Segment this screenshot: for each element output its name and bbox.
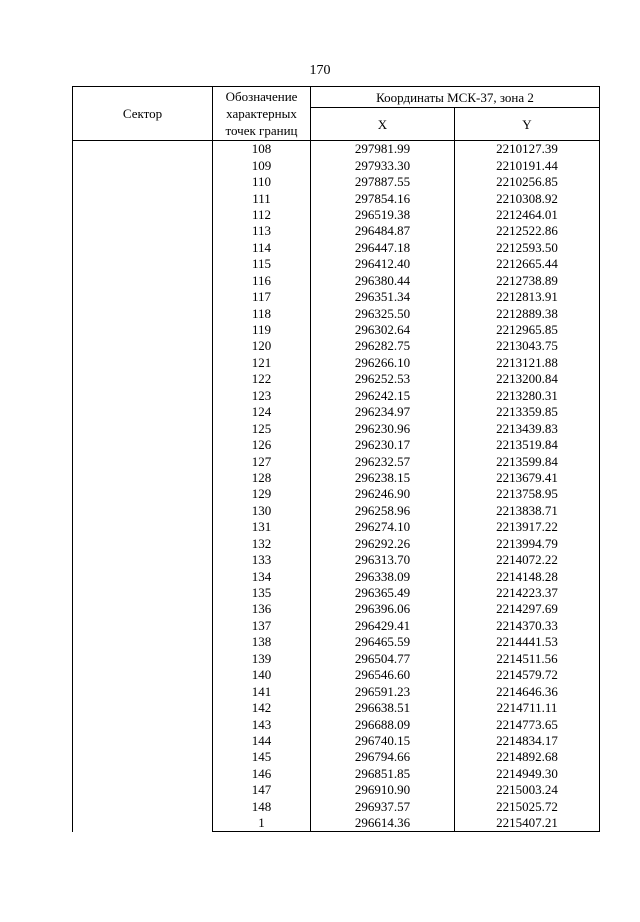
y-coordinate-cell: 2214773.65: [455, 716, 600, 732]
point-cell: 1: [213, 815, 311, 832]
header-coordinates: Координаты МСК-37, зона 2: [311, 87, 600, 108]
y-coordinate-cell: 2214072.22: [455, 552, 600, 568]
y-coordinate-cell: 2213121.88: [455, 355, 600, 371]
y-coordinate-cell: 2213519.84: [455, 437, 600, 453]
point-cell: 124: [213, 404, 311, 420]
x-coordinate-cell: 296246.90: [311, 486, 455, 502]
y-coordinate-cell: 2214892.68: [455, 749, 600, 765]
x-coordinate-cell: 296232.57: [311, 453, 455, 469]
y-coordinate-cell: 2213599.84: [455, 453, 600, 469]
point-cell: 128: [213, 470, 311, 486]
y-coordinate-cell: 2215407.21: [455, 815, 600, 832]
y-coordinate-cell: 2210308.92: [455, 190, 600, 206]
x-coordinate-cell: 296252.53: [311, 371, 455, 387]
y-coordinate-cell: 2214223.37: [455, 585, 600, 601]
x-coordinate-cell: 296504.77: [311, 651, 455, 667]
coordinates-table: [72, 86, 600, 832]
x-coordinate-cell: 297887.55: [311, 174, 455, 190]
y-coordinate-cell: 2210127.39: [455, 141, 600, 158]
x-coordinate-cell: 296242.15: [311, 388, 455, 404]
table-row: [73, 141, 600, 158]
y-coordinate-cell: 2214148.28: [455, 568, 600, 584]
header-sector: Сектор: [73, 87, 213, 141]
x-coordinate-cell: 296412.40: [311, 256, 455, 272]
point-cell: 110: [213, 174, 311, 190]
x-coordinate-cell: 296396.06: [311, 601, 455, 617]
y-coordinate-cell: 2214297.69: [455, 601, 600, 617]
y-coordinate-cell: 2215003.24: [455, 782, 600, 798]
y-coordinate-cell: 2212665.44: [455, 256, 600, 272]
y-coordinate-cell: 2212965.85: [455, 322, 600, 338]
point-cell: 141: [213, 683, 311, 699]
y-coordinate-cell: 2210256.85: [455, 174, 600, 190]
y-coordinate-cell: 2213679.41: [455, 470, 600, 486]
x-coordinate-cell: 296447.18: [311, 240, 455, 256]
x-coordinate-cell: 296851.85: [311, 766, 455, 782]
point-cell: 146: [213, 766, 311, 782]
x-coordinate-cell: 296614.36: [311, 815, 455, 832]
table-header: [73, 87, 600, 141]
x-coordinate-cell: 296238.15: [311, 470, 455, 486]
y-coordinate-cell: 2215025.72: [455, 799, 600, 815]
x-coordinate-cell: 296465.59: [311, 634, 455, 650]
y-coordinate-cell: 2213200.84: [455, 371, 600, 387]
point-cell: 108: [213, 141, 311, 158]
y-coordinate-cell: 2212889.38: [455, 305, 600, 321]
y-coordinate-cell: 2214949.30: [455, 766, 600, 782]
x-coordinate-cell: 296266.10: [311, 355, 455, 371]
point-cell: 138: [213, 634, 311, 650]
x-coordinate-cell: 297981.99: [311, 141, 455, 158]
x-coordinate-cell: 296365.49: [311, 585, 455, 601]
y-coordinate-cell: 2214370.33: [455, 618, 600, 634]
point-cell: 119: [213, 322, 311, 338]
point-cell: 126: [213, 437, 311, 453]
x-coordinate-cell: 296230.96: [311, 420, 455, 436]
y-coordinate-cell: 2212813.91: [455, 289, 600, 305]
page-number: 170: [309, 63, 331, 78]
y-coordinate-cell: 2213917.22: [455, 519, 600, 535]
y-coordinate-cell: 2214711.11: [455, 700, 600, 716]
point-cell: 123: [213, 388, 311, 404]
point-cell: 133: [213, 552, 311, 568]
point-cell: 142: [213, 700, 311, 716]
x-coordinate-cell: 296794.66: [311, 749, 455, 765]
x-coordinate-cell: 296292.26: [311, 536, 455, 552]
y-coordinate-cell: 2213994.79: [455, 536, 600, 552]
y-coordinate-cell: 2213758.95: [455, 486, 600, 502]
point-cell: 116: [213, 273, 311, 289]
x-coordinate-cell: 296937.57: [311, 799, 455, 815]
point-cell: 117: [213, 289, 311, 305]
point-cell: 131: [213, 519, 311, 535]
x-coordinate-cell: 296234.97: [311, 404, 455, 420]
point-cell: 135: [213, 585, 311, 601]
point-cell: 125: [213, 420, 311, 436]
x-coordinate-cell: 296302.64: [311, 322, 455, 338]
point-cell: 136: [213, 601, 311, 617]
point-cell: 143: [213, 716, 311, 732]
point-cell: 122: [213, 371, 311, 387]
y-coordinate-cell: 2213439.83: [455, 420, 600, 436]
point-cell: 144: [213, 733, 311, 749]
x-coordinate-cell: 296282.75: [311, 338, 455, 354]
point-cell: 129: [213, 486, 311, 502]
y-coordinate-cell: 2213280.31: [455, 388, 600, 404]
header-y: Y: [455, 108, 600, 141]
x-coordinate-cell: 296230.17: [311, 437, 455, 453]
point-cell: 115: [213, 256, 311, 272]
x-coordinate-cell: 296258.96: [311, 503, 455, 519]
x-coordinate-cell: 296740.15: [311, 733, 455, 749]
point-cell: 148: [213, 799, 311, 815]
x-coordinate-cell: 296429.41: [311, 618, 455, 634]
y-coordinate-cell: 2214511.56: [455, 651, 600, 667]
x-coordinate-cell: 296325.50: [311, 305, 455, 321]
header-point-designation: Обозначение характерных точек границ: [213, 87, 311, 141]
y-coordinate-cell: 2213043.75: [455, 338, 600, 354]
x-coordinate-cell: 296484.87: [311, 223, 455, 239]
point-cell: 120: [213, 338, 311, 354]
point-cell: 127: [213, 453, 311, 469]
y-coordinate-cell: 2213359.85: [455, 404, 600, 420]
y-coordinate-cell: 2212522.86: [455, 223, 600, 239]
point-cell: 134: [213, 568, 311, 584]
y-coordinate-cell: 2210191.44: [455, 157, 600, 173]
sector-cell: [73, 141, 213, 832]
y-coordinate-cell: 2213838.71: [455, 503, 600, 519]
y-coordinate-cell: 2214834.17: [455, 733, 600, 749]
y-coordinate-cell: 2214441.53: [455, 634, 600, 650]
x-coordinate-cell: 296274.10: [311, 519, 455, 535]
x-coordinate-cell: 296380.44: [311, 273, 455, 289]
point-cell: 132: [213, 536, 311, 552]
y-coordinate-cell: 2214646.36: [455, 683, 600, 699]
x-coordinate-cell: 296351.34: [311, 289, 455, 305]
point-cell: 112: [213, 207, 311, 223]
point-cell: 147: [213, 782, 311, 798]
point-cell: 111: [213, 190, 311, 206]
point-cell: 114: [213, 240, 311, 256]
point-cell: 113: [213, 223, 311, 239]
x-coordinate-cell: 296546.60: [311, 667, 455, 683]
point-cell: 137: [213, 618, 311, 634]
point-cell: 145: [213, 749, 311, 765]
x-coordinate-cell: 296591.23: [311, 683, 455, 699]
x-coordinate-cell: 297933.30: [311, 157, 455, 173]
x-coordinate-cell: 296519.38: [311, 207, 455, 223]
point-cell: 118: [213, 305, 311, 321]
x-coordinate-cell: 296688.09: [311, 716, 455, 732]
point-cell: 140: [213, 667, 311, 683]
y-coordinate-cell: 2214579.72: [455, 667, 600, 683]
x-coordinate-cell: 297854.16: [311, 190, 455, 206]
header-x: X: [311, 108, 455, 141]
x-coordinate-cell: 296313.70: [311, 552, 455, 568]
point-cell: 130: [213, 503, 311, 519]
point-cell: 109: [213, 157, 311, 173]
x-coordinate-cell: 296338.09: [311, 568, 455, 584]
point-cell: 139: [213, 651, 311, 667]
point-cell: 121: [213, 355, 311, 371]
y-coordinate-cell: 2212593.50: [455, 240, 600, 256]
y-coordinate-cell: 2212738.89: [455, 273, 600, 289]
y-coordinate-cell: 2212464.01: [455, 207, 600, 223]
x-coordinate-cell: 296638.51: [311, 700, 455, 716]
table-body: [73, 141, 600, 832]
x-coordinate-cell: 296910.90: [311, 782, 455, 798]
